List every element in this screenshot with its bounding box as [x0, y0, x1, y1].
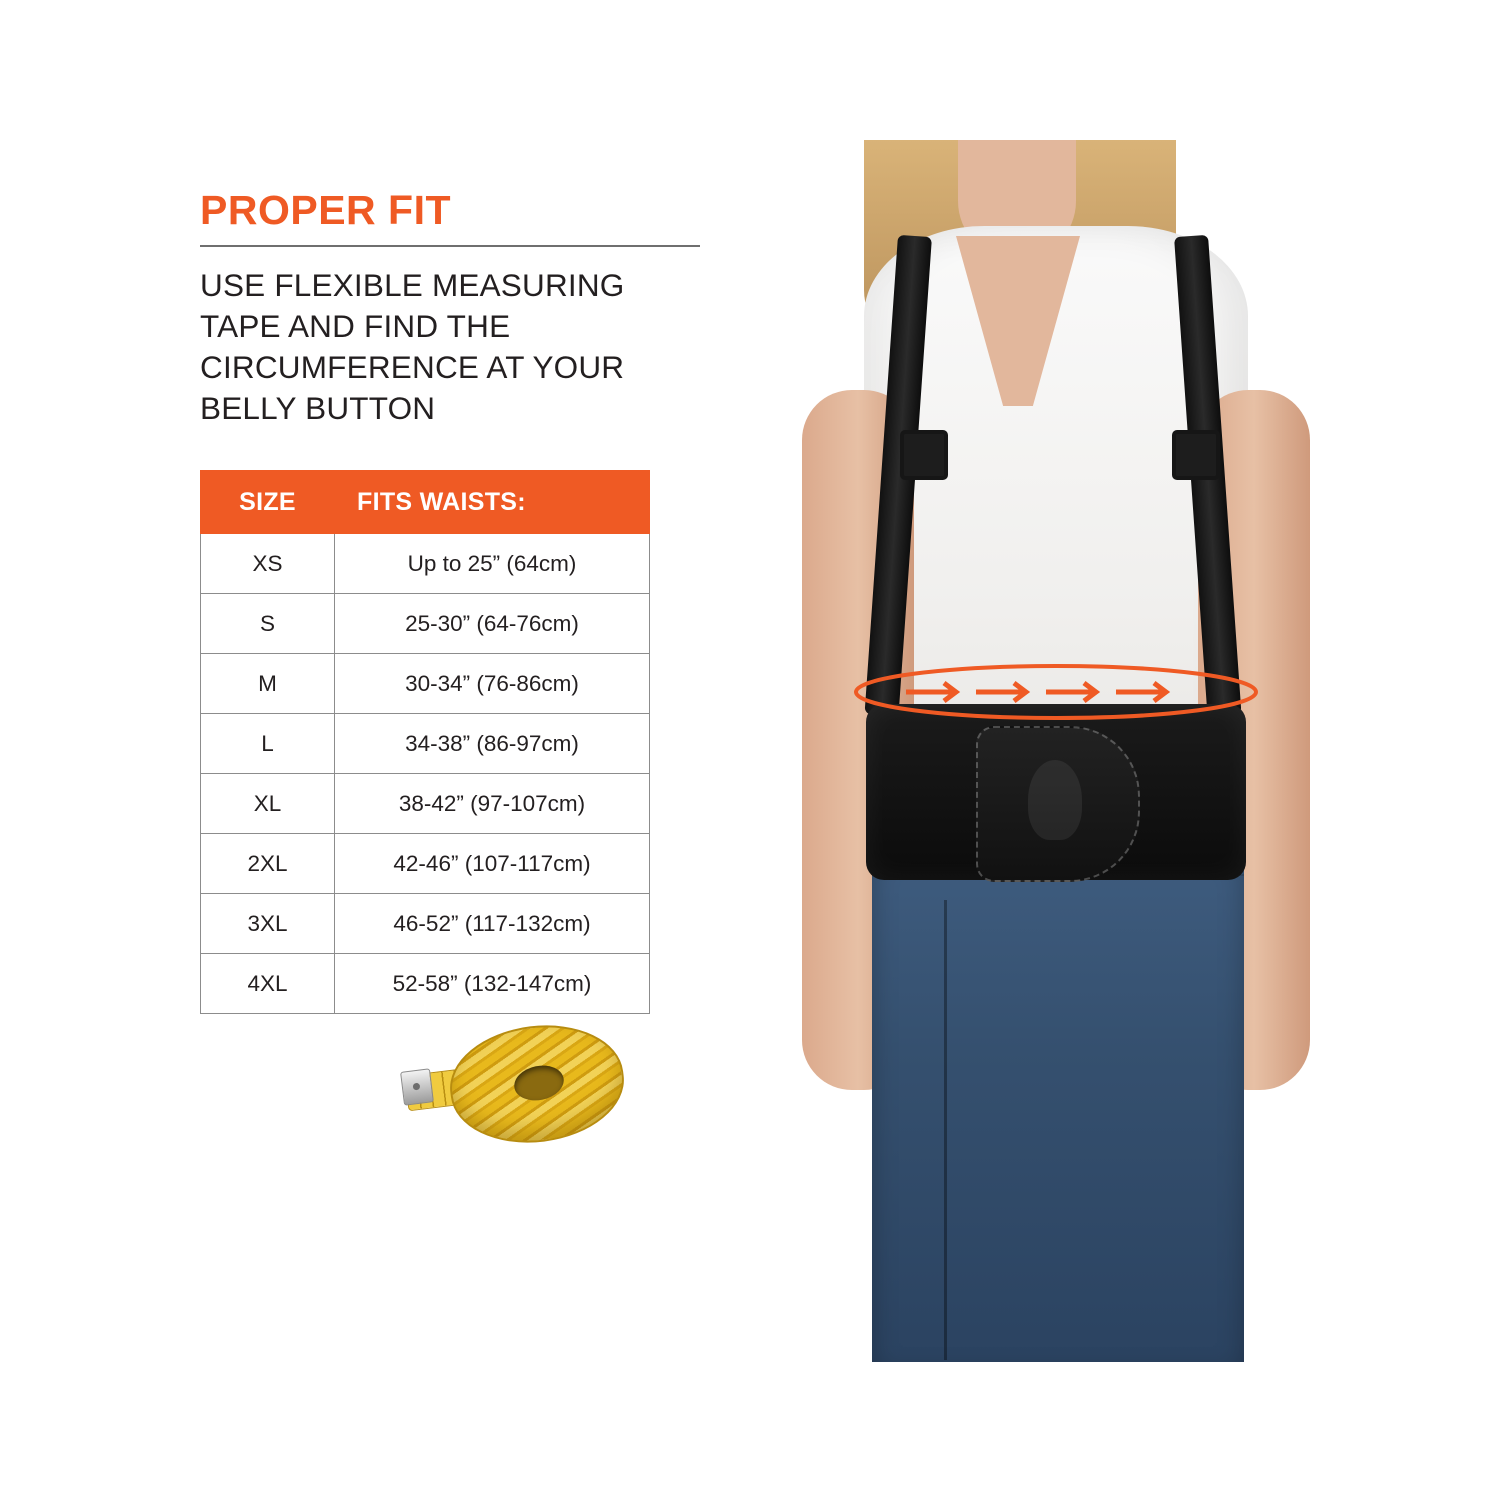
measuring-tape-icon [406, 1020, 646, 1150]
cell-size: S [201, 594, 335, 654]
cell-size: XL [201, 774, 335, 834]
table-row [201, 894, 650, 954]
table-row [201, 534, 650, 594]
jeans-center-seam [944, 900, 947, 1360]
size-chart-head [201, 471, 650, 534]
measuring-tape-clip [400, 1068, 434, 1105]
table-header-row [201, 471, 650, 534]
cell-fits: 25-30” (64-76cm) [335, 594, 650, 654]
table-row [201, 654, 650, 714]
column-header-size: SIZE [201, 471, 335, 534]
cell-size: XS [201, 534, 335, 594]
table-row [201, 834, 650, 894]
strap-buckle-left [900, 430, 948, 480]
belt-logo-emboss [1028, 760, 1082, 840]
title-divider [200, 245, 700, 247]
cell-fits: 34-38” (86-97cm) [335, 714, 650, 774]
page-title: PROPER FIT [200, 187, 452, 233]
column-header-fits-waists: FITS WAISTS: [335, 471, 650, 534]
size-chart-body [201, 534, 650, 1014]
measuring-tape-clip-rivet [413, 1083, 421, 1091]
cell-fits: 52-58” (132-147cm) [335, 954, 650, 1014]
table-row [201, 954, 650, 1014]
cell-size: M [201, 654, 335, 714]
blue-jeans [872, 840, 1244, 1362]
cell-fits: 42-46” (107-117cm) [335, 834, 650, 894]
table-row [201, 774, 650, 834]
table-row [201, 594, 650, 654]
cell-fits: 38-42” (97-107cm) [335, 774, 650, 834]
fit-guide-sheet [148, 140, 1352, 1362]
size-chart-table [200, 470, 650, 1014]
instructions-text: USE FLEXIBLE MEASURING TAPE AND FIND THE CIRCUMFERENCE AT YOUR BELLY BUTTON [200, 267, 625, 426]
cell-fits: 30-34” (76-86cm) [335, 654, 650, 714]
strap-buckle-right [1172, 430, 1220, 480]
waist-circumference-arrow-icon [846, 652, 1266, 732]
cell-size: L [201, 714, 335, 774]
info-block [200, 187, 720, 429]
cell-size: 2XL [201, 834, 335, 894]
cell-size: 4XL [201, 954, 335, 1014]
table-row [201, 714, 650, 774]
cell-size: 3XL [201, 894, 335, 954]
cell-fits: 46-52” (117-132cm) [335, 894, 650, 954]
model-wearing-back-support-belt-photo [760, 140, 1352, 1362]
cell-fits: Up to 25” (64cm) [335, 534, 650, 594]
